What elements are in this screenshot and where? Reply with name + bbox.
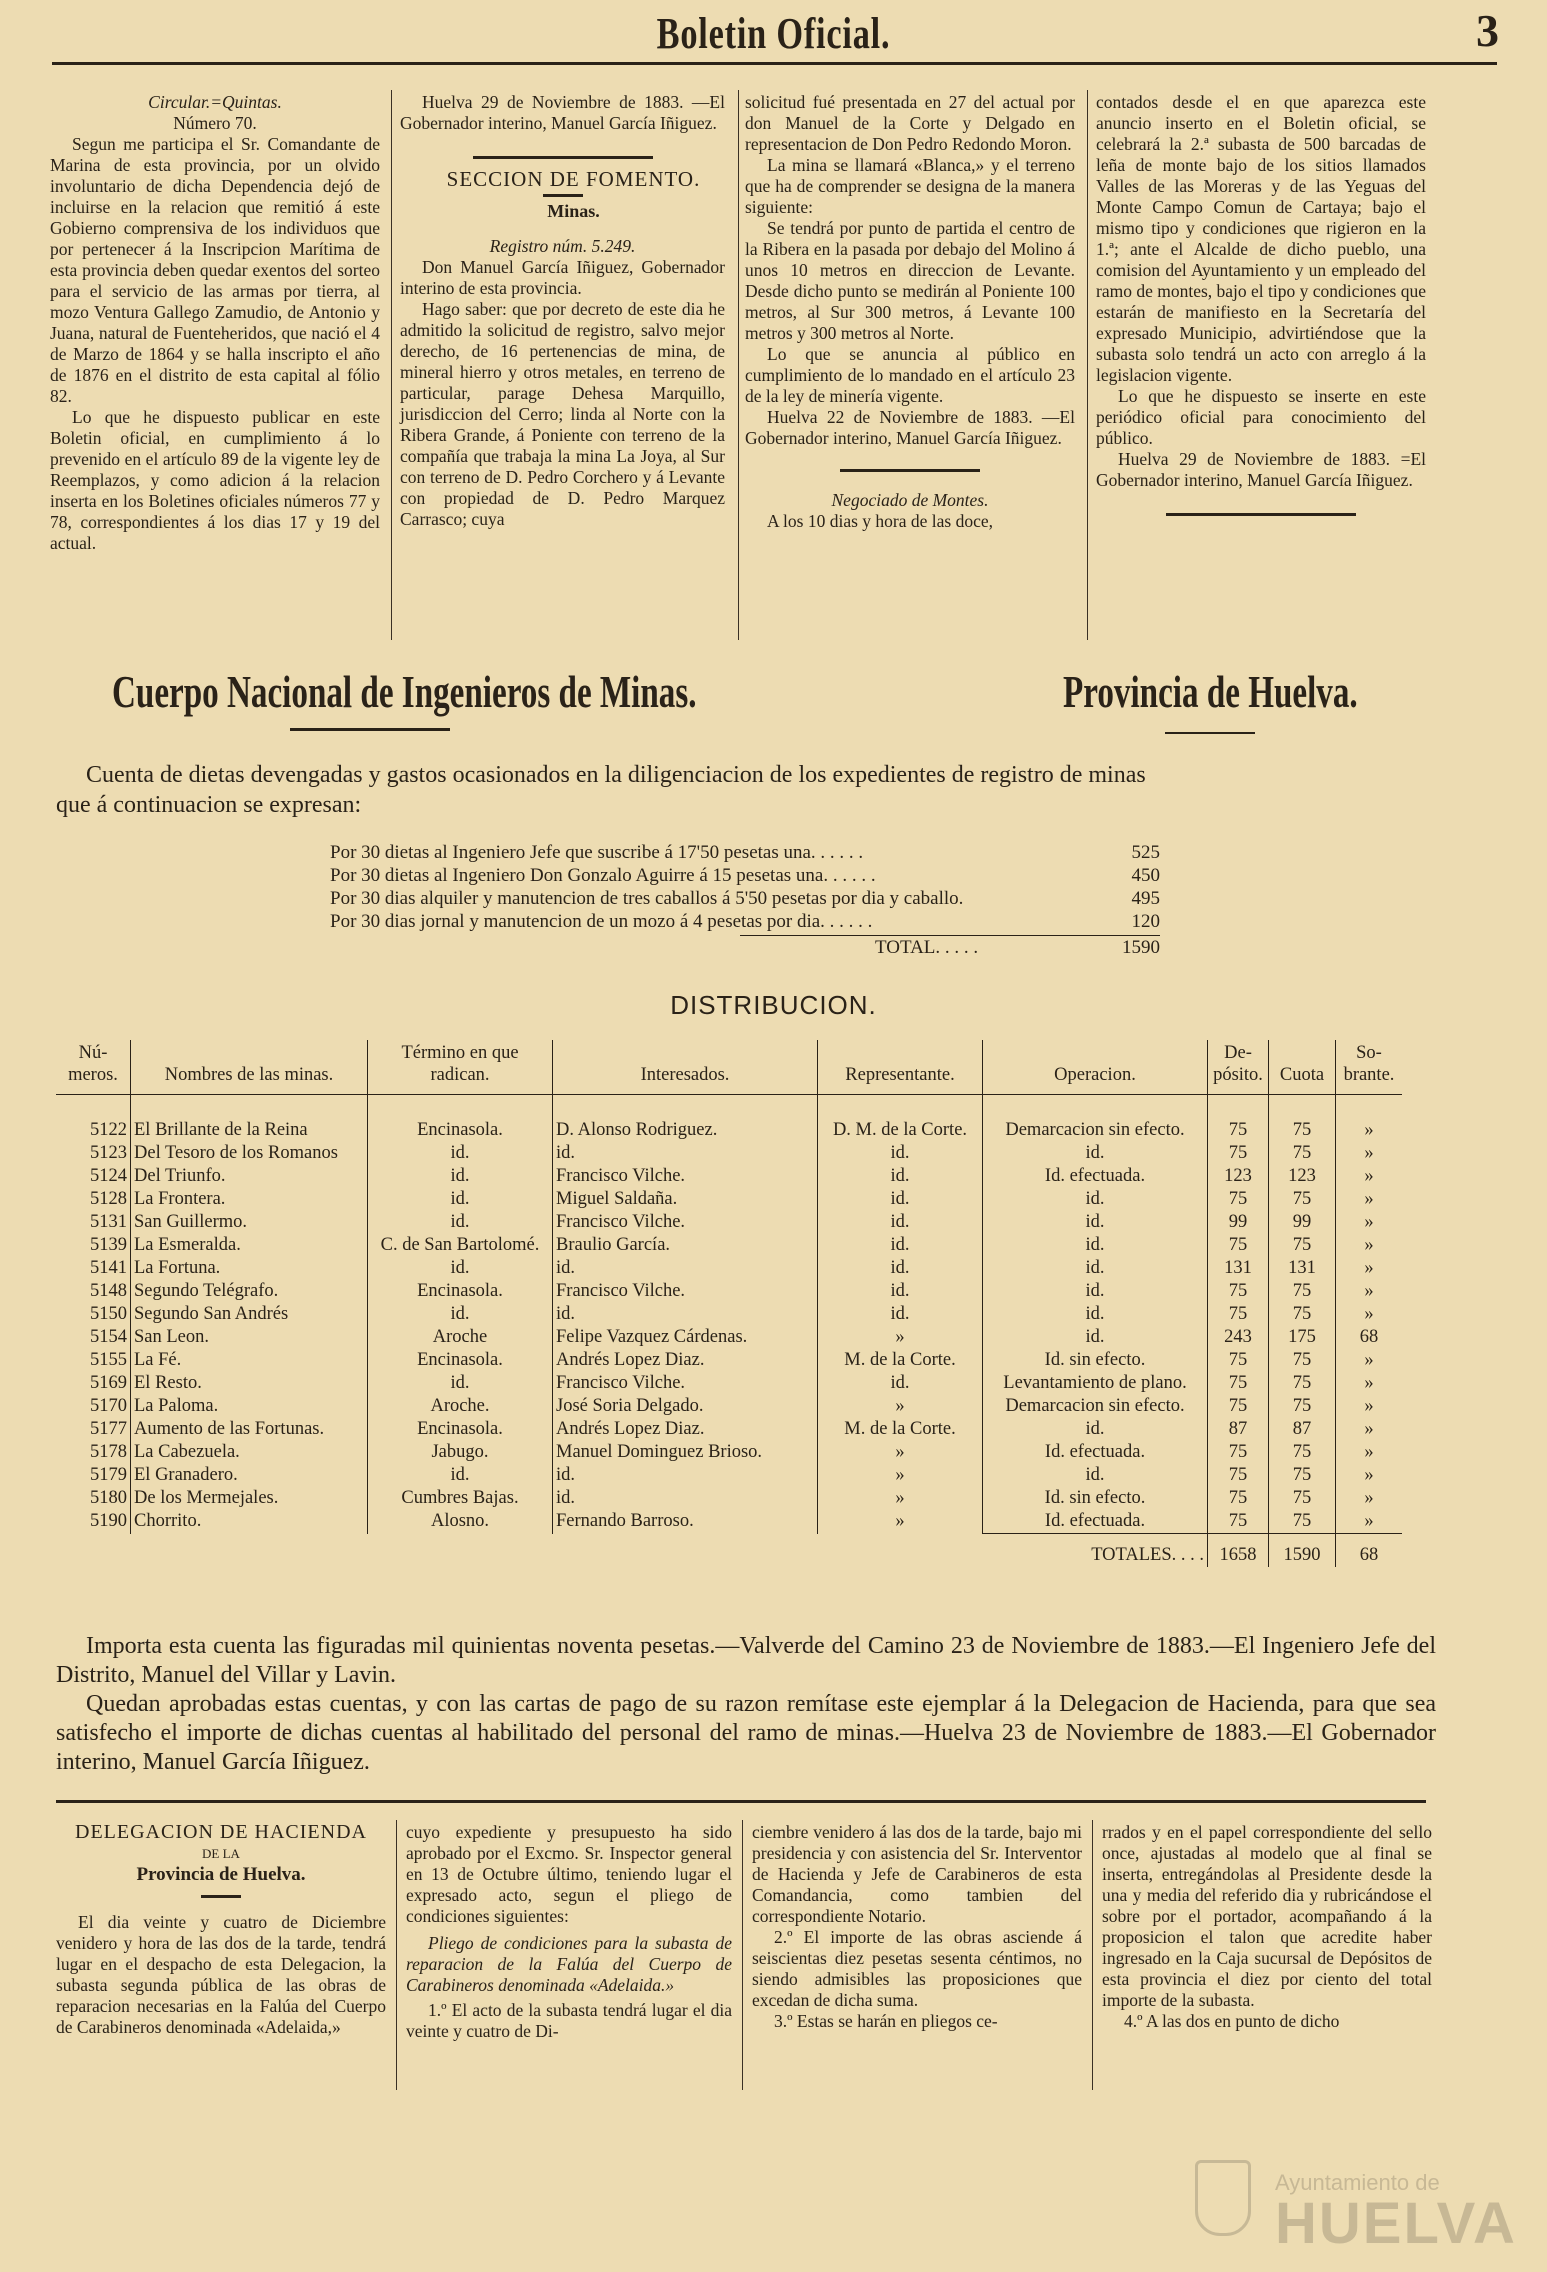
table-cell: »: [1364, 1465, 1374, 1486]
table-cell: San Guillermo.: [131, 1211, 368, 1234]
ornament-rule: [473, 156, 653, 159]
table-row: [56, 1303, 1402, 1326]
table-cell: 5141: [56, 1257, 131, 1280]
table-cell: »: [1364, 1488, 1374, 1509]
table-cell: Aroche.: [368, 1395, 553, 1418]
col-header: Interesados.: [553, 1040, 818, 1095]
col-header: De- pósito.: [1208, 1040, 1269, 1095]
table-cell: El Resto.: [131, 1372, 368, 1395]
table-cell: »: [1364, 1304, 1374, 1325]
table-cell: id.: [818, 1165, 983, 1188]
table-cell: Francisco Vilche.: [553, 1165, 818, 1188]
watermark-text: Ayuntamiento de: [1275, 2170, 1440, 2195]
table-cell: La Esmeralda.: [131, 1234, 368, 1257]
pliego-heading: Pliego de condiciones para la subasta de reparacion de la Falúa del Cuerpo de Carabineros denominada «Adelaida.»: [406, 1933, 732, 1995]
cost-row: [330, 910, 1160, 933]
table-cell: 75: [1208, 1395, 1269, 1418]
circular-number: Número 70.: [173, 113, 257, 133]
cost-row: [330, 841, 1160, 864]
table-cell: id.: [983, 1303, 1208, 1326]
table-cell: id.: [368, 1211, 553, 1234]
bottom-column-4: [1102, 1822, 1432, 2032]
table-row: [56, 1441, 1402, 1464]
intro-line: Cuenta de dietas devengadas y gastos ocasionados en la diligenciacion de los expedientes de registro de minas: [86, 762, 1146, 788]
table-cell: »: [1364, 1166, 1374, 1187]
table-row: [56, 1326, 1402, 1349]
column-1: [50, 92, 380, 554]
table-row: [56, 1395, 1402, 1418]
table-cell: Demarcacion sin efecto.: [983, 1095, 1208, 1143]
mina-paragraph: La mina se llamará «Blanca,» y el terreno que ha de comprender se designa de la manera siguiente:: [745, 155, 1075, 217]
table-cell: id.: [983, 1257, 1208, 1280]
table-cell: 75: [1208, 1487, 1269, 1510]
bottom-column-3: [752, 1822, 1082, 2032]
table-cell: Encinasola.: [368, 1349, 553, 1372]
table-cell: »: [1364, 1143, 1374, 1164]
table-cell: »: [1364, 1511, 1374, 1532]
table-cell: Jabugo.: [368, 1441, 553, 1464]
col-header: Término en que radican.: [368, 1040, 553, 1095]
totals-cell: TOTALES. . . .: [983, 1534, 1208, 1568]
ornament-rule: [290, 728, 450, 731]
column-3: [745, 92, 1075, 532]
table-cell: Manuel Dominguez Brioso.: [553, 1441, 818, 1464]
account-intro: [56, 760, 1436, 820]
table-cell: Segundo San Andrés: [131, 1303, 368, 1326]
table-cell: 123: [1269, 1165, 1336, 1188]
montes-paragraph: contados desde el en que aparezca este anuncio inserto en el Boletin oficial, se celebrará la 2.ª subasta de 500 barcadas de leña de monte bajo de los sitios llamados Valles de las Moreras y de las Yeguas del Monte Campo Comun de Cartaya; bajo el mismo tipo y condiciones que rigieron en la 1.ª; ante el Alcalde de dicho pueblo, una comision del Ayuntamiento y un empleado del ramo de montes, bajo el tipo y condiciones que estarán de manifiesto en la Secretaría del expresado Municipio, advirtiéndose que la subasta solo tendrá un acto con arreglo á la legislacion vigente.: [1096, 92, 1426, 385]
delegacion-heading: DE LA: [202, 1846, 240, 1861]
article: rrados y en el papel correspondiente del sello once, ajustadas al modelo que al final se inserta, entregándolas al Presidente desde la una y media del referido dia y rubricándose el sobre por el portador, acompañando á la proposicion el talon que acredite haber ingresado en la Caja sucursal de Depósitos de esta provincia el diez por ciento del total importe de la subasta.: [1102, 1822, 1432, 2010]
table-cell: Id. sin efecto.: [983, 1349, 1208, 1372]
table-cell: 75: [1269, 1142, 1336, 1165]
cost-amount: 120: [1131, 911, 1160, 932]
table-cell: id.: [983, 1418, 1208, 1441]
montes-paragraph: Huelva 29 de Noviembre de 1883. =El Gobernador interino, Manuel García Iñiguez.: [1096, 449, 1426, 490]
col-header: Cuota: [1269, 1040, 1336, 1095]
table-cell: 131: [1269, 1257, 1336, 1280]
column-divider: [742, 1820, 743, 2090]
table-cell: 5169: [56, 1372, 131, 1395]
table-cell: id.: [983, 1326, 1208, 1349]
cost-total-label: TOTAL. . . . .: [875, 937, 979, 958]
table-cell: La Frontera.: [131, 1188, 368, 1211]
table-cell: id.: [818, 1211, 983, 1234]
table-row: [56, 1372, 1402, 1395]
table-cell: »: [1364, 1281, 1374, 1302]
bottom-column-2: [406, 1822, 732, 2042]
table-cell: Fernando Barroso.: [553, 1510, 818, 1534]
table-cell: Francisco Vilche.: [553, 1280, 818, 1303]
table-cell: Del Triunfo.: [131, 1165, 368, 1188]
table-cell: id.: [983, 1211, 1208, 1234]
table-cell: 175: [1269, 1326, 1336, 1349]
table-cell: 5124: [56, 1165, 131, 1188]
distribution-title: DISTRIBUCION.: [670, 990, 877, 1020]
table-cell: 5170: [56, 1395, 131, 1418]
table-cell: 75: [1269, 1395, 1336, 1418]
table-cell: La Cabezuela.: [131, 1441, 368, 1464]
table-cell: Aumento de las Fortunas.: [131, 1418, 368, 1441]
table-cell: 5190: [56, 1510, 131, 1534]
table-cell: 75: [1269, 1303, 1336, 1326]
totals-cell: 1590: [1269, 1534, 1336, 1568]
table-cell: 75: [1208, 1303, 1269, 1326]
fomento-paragraph: Hago saber: que por decreto de este dia he admitido la solicitud de registro, salvo mejor derecho, de 16 pertenencias de mina, de mineral hierro y otros metales, en terreno de particular, parage Dehesa Marquillo, jurisdiccion del Cerro; linda al Norte con la Ribera Grande, á Poniente con terreno de la compañía que trabaja la mina La Joya, al Sur con terreno de D. Pedro Corchero y á Levante con propiedad de D. Pedro Marquez Carrasco; cuya: [400, 299, 725, 529]
negociado-heading: Negociado de Montes.: [831, 490, 989, 510]
cost-amount: 525: [1131, 842, 1160, 863]
table-cell: id.: [983, 1142, 1208, 1165]
table-cell: 5177: [56, 1418, 131, 1441]
table-cell: Id. sin efecto.: [983, 1487, 1208, 1510]
table-cell: 5148: [56, 1280, 131, 1303]
table-cell: Encinasola.: [368, 1280, 553, 1303]
table-cell: Id. efectuada.: [983, 1165, 1208, 1188]
page-title: Boletin Oficial.: [656, 9, 891, 58]
table-cell: 87: [1269, 1418, 1336, 1441]
table-cell: id.: [818, 1257, 983, 1280]
ornament-rule: [201, 1895, 241, 1898]
header-rule: [52, 62, 1497, 65]
table-cell: 75: [1269, 1464, 1336, 1487]
delegacion-paragraph: cuyo expediente y presupuesto ha sido aprobado por el Excmo. Sr. Inspector general en 13 de Octubre último, teniendo lugar el expresado acto, segun el pliego de condiciones siguientes:: [406, 1822, 732, 1926]
table-cell: »: [1364, 1258, 1374, 1279]
signature: Huelva 29 de Noviembre de 1883. —El Gobernador interino, Manuel García Iñiguez.: [400, 92, 725, 133]
cost-text: Por 30 dietas al Ingeniero Jefe que suscribe á 17'50 pesetas una. . . . . .: [330, 842, 864, 863]
table-cell: 75: [1269, 1487, 1336, 1510]
table-cell: 75: [1208, 1188, 1269, 1211]
table-cell: Del Tesoro de los Romanos: [131, 1142, 368, 1165]
table-row: [56, 1165, 1402, 1188]
table-cell: id.: [553, 1487, 818, 1510]
article: 3.º Estas se harán en pliegos ce-: [774, 2011, 998, 2031]
table-cell: Encinasola.: [368, 1095, 553, 1143]
table-cell: »: [1364, 1189, 1374, 1210]
table-cell: La Fé.: [131, 1349, 368, 1372]
table-cell: De los Mermejales.: [131, 1487, 368, 1510]
table-cell: 75: [1208, 1372, 1269, 1395]
table-cell: id.: [553, 1257, 818, 1280]
table-cell: D. Alonso Rodriguez.: [553, 1095, 818, 1143]
totals-cell: 68: [1336, 1534, 1403, 1568]
col-header: Nú- meros.: [56, 1040, 131, 1095]
montes-paragraph: Lo que he dispuesto se inserte en este periódico oficial para conocimiento del público.: [1096, 386, 1426, 448]
table-row: [56, 1142, 1402, 1165]
delegacion-paragraph: El dia veinte y cuatro de Diciembre venidero y hora de las dos de la tarde, tendrá lugar en el despacho de esta Delegacion, la subasta segunda pública de las obras de reparacion necesarias en la Falúa del Cuerpo de Carabineros denominada «Adelaida,»: [56, 1912, 386, 2037]
column-divider: [738, 90, 739, 640]
table-cell: Francisco Vilche.: [553, 1211, 818, 1234]
cost-text: Por 30 dias jornal y manutencion de un mozo á 4 pesetas por dia. . . . . .: [330, 911, 873, 932]
section-heading: SECCION DE FOMENTO.: [446, 167, 701, 191]
spacer-cell: [56, 1534, 983, 1568]
closing-text: [56, 1632, 1436, 1777]
table-cell: id.: [983, 1188, 1208, 1211]
cost-list: [330, 841, 1160, 959]
table-cell: 5122: [56, 1095, 131, 1143]
table-cell: »: [818, 1464, 983, 1487]
table-cell: Id. efectuada.: [983, 1441, 1208, 1464]
table-cell: 99: [1208, 1211, 1269, 1234]
table-cell: id.: [368, 1188, 553, 1211]
table-cell: Demarcacion sin efecto.: [983, 1395, 1208, 1418]
table-cell: 5128: [56, 1188, 131, 1211]
table-cell: id.: [553, 1303, 818, 1326]
table-cell: id.: [368, 1165, 553, 1188]
distribution-table: [56, 1040, 1402, 1567]
table-cell: id.: [818, 1303, 983, 1326]
mina-paragraph: Se tendrá por punto de partida el centro de la Ribera en la pasada por debajo del Molino á unos 10 metros en direccion de Levante. Desde dicho punto se medirán al Poniente 100 metros, al Sur 300 metros, á Levante 100 metros y 300 metros al Norte.: [745, 218, 1075, 343]
table-row: [56, 1280, 1402, 1303]
table-cell: D. M. de la Corte.: [818, 1095, 983, 1143]
table-cell: »: [1364, 1373, 1374, 1394]
table-cell: 5123: [56, 1142, 131, 1165]
table-cell: id.: [983, 1464, 1208, 1487]
table-cell: 75: [1208, 1464, 1269, 1487]
table-cell: »: [818, 1487, 983, 1510]
totals-cell: 1658: [1208, 1534, 1269, 1568]
table-cell: 5180: [56, 1487, 131, 1510]
table-header: [56, 1040, 1402, 1095]
table-cell: 75: [1269, 1095, 1336, 1143]
fomento-paragraph: Don Manuel García Iñiguez, Gobernador interino de esta provincia.: [400, 257, 725, 298]
page-number: 3: [1476, 5, 1499, 56]
bottom-column-1: [56, 1822, 386, 2038]
table-cell: »: [1364, 1235, 1374, 1256]
totals-row: [56, 1534, 1402, 1568]
delegacion-heading: DELEGACION DE HACIENDA: [75, 1821, 367, 1843]
col-header: Operacion.: [983, 1040, 1208, 1095]
cost-amount: 495: [1131, 888, 1160, 909]
col-header: Representante.: [818, 1040, 983, 1095]
subsection-heading: Minas.: [547, 201, 600, 221]
intro-line: que á continuacion se expresan:: [56, 792, 362, 818]
table-cell: id.: [818, 1280, 983, 1303]
article: 4.º A las dos en punto de dicho: [1124, 2011, 1340, 2031]
registro-number: Registro núm. 5.249.: [489, 236, 636, 256]
table-cell: Felipe Vazquez Cárdenas.: [553, 1326, 818, 1349]
table-cell: 243: [1208, 1326, 1269, 1349]
table-cell: 99: [1269, 1211, 1336, 1234]
table-cell: Id. efectuada.: [983, 1510, 1208, 1534]
section-rule: [56, 1800, 1426, 1803]
table-cell: »: [818, 1510, 983, 1534]
montes-paragraph: A los 10 dias y hora de las doce,: [767, 511, 993, 531]
table-cell: id.: [368, 1257, 553, 1280]
table-cell: 75: [1208, 1234, 1269, 1257]
ornament-rule: [1166, 513, 1356, 516]
table-cell: Andrés Lopez Diaz.: [553, 1349, 818, 1372]
table-cell: Francisco Vilche.: [553, 1372, 818, 1395]
table-cell: 5139: [56, 1234, 131, 1257]
closing-paragraph: Quedan aprobadas estas cuentas, y con las cartas de pago de su razon remítase este ejemplar á la Delegacion de Hacienda, para que sea satisfecho el importe de dichas cuentas al habilitado del personal del ramo de minas.—Huelva 23 de Noviembre de 1883.—El Gobernador interino, Manuel García Iñiguez.: [56, 1691, 1436, 1775]
table-row: [56, 1095, 1402, 1143]
table-cell: Levantamiento de plano.: [983, 1372, 1208, 1395]
cost-total-row: [330, 936, 1160, 959]
cost-amount: 450: [1131, 865, 1160, 886]
table-row: [56, 1510, 1402, 1534]
crest-icon: [1195, 2160, 1251, 2236]
table-cell: 131: [1208, 1257, 1269, 1280]
table-cell: 75: [1208, 1280, 1269, 1303]
table-cell: La Paloma.: [131, 1395, 368, 1418]
article: 1.º El acto de la subasta tendrá lugar el dia veinte y cuatro de Di-: [406, 2000, 732, 2041]
table-cell: id.: [818, 1372, 983, 1395]
table-cell: 75: [1269, 1349, 1336, 1372]
table-cell: 75: [1208, 1441, 1269, 1464]
table-cell: »: [1364, 1442, 1374, 1463]
column-divider: [1092, 1820, 1093, 2090]
table-row: [56, 1257, 1402, 1280]
table-cell: »: [1364, 1350, 1374, 1371]
table-row: [56, 1418, 1402, 1441]
table-cell: id.: [818, 1234, 983, 1257]
table-cell: »: [1364, 1120, 1374, 1141]
table-row: [56, 1188, 1402, 1211]
mina-paragraph: solicitud fué presentada en 27 del actual por don Manuel de la Corte y Delgado en representacion de Don Pedro Redondo Moron.: [745, 92, 1075, 154]
table-cell: El Granadero.: [131, 1464, 368, 1487]
table-cell: José Soria Delgado.: [553, 1395, 818, 1418]
table-cell: id.: [368, 1303, 553, 1326]
table-cell: »: [1364, 1419, 1374, 1440]
mina-paragraph: Lo que se anuncia al público en cumplimiento de lo mandado en el artículo 23 de la ley de minería vigente.: [745, 344, 1075, 406]
table-cell: id.: [983, 1234, 1208, 1257]
circular-heading: Circular.=Quintas.: [148, 92, 282, 112]
table-cell: 5131: [56, 1211, 131, 1234]
table-cell: M. de la Corte.: [818, 1418, 983, 1441]
column-divider: [396, 1820, 397, 2090]
mina-paragraph: Huelva 22 de Noviembre de 1883. —El Gobernador interino, Manuel García Iñiguez.: [745, 407, 1075, 448]
cost-row: [330, 864, 1160, 887]
table-cell: 5178: [56, 1441, 131, 1464]
column-divider: [1087, 90, 1088, 640]
table-cell: id.: [553, 1142, 818, 1165]
cost-row: [330, 887, 1160, 910]
cost-text: Por 30 dias alquiler y manutencion de tres caballos á 5'50 pesetas por dia y caballo.: [330, 888, 964, 909]
table-row: [56, 1211, 1402, 1234]
table-cell: Chorrito.: [131, 1510, 368, 1534]
table-cell: M. de la Corte.: [818, 1349, 983, 1372]
table-cell: Alosno.: [368, 1510, 553, 1534]
table-cell: San Leon.: [131, 1326, 368, 1349]
table-cell: 75: [1269, 1372, 1336, 1395]
table-cell: »: [818, 1441, 983, 1464]
table-cell: Cumbres Bajas.: [368, 1487, 553, 1510]
table-cell: »: [818, 1395, 983, 1418]
table-cell: 75: [1269, 1234, 1336, 1257]
table-cell: »: [1364, 1212, 1374, 1233]
table-cell: El Brillante de la Reina: [131, 1095, 368, 1143]
table-cell: Encinasola.: [368, 1418, 553, 1441]
table-cell: 5155: [56, 1349, 131, 1372]
table-cell: La Fortuna.: [131, 1257, 368, 1280]
table-cell: 75: [1269, 1510, 1336, 1534]
table-cell: 75: [1269, 1280, 1336, 1303]
table-cell: 75: [1208, 1142, 1269, 1165]
column-2: [400, 92, 725, 530]
ornament-rule: [840, 469, 980, 472]
table-cell: id.: [553, 1464, 818, 1487]
cost-text: Por 30 dietas al Ingeniero Don Gonzalo Aguirre á 15 pesetas una. . . . . .: [330, 865, 876, 886]
ornament-rule: [543, 194, 583, 197]
table-cell: 123: [1208, 1165, 1269, 1188]
circular-paragraph: Lo que he dispuesto publicar en este Boletin oficial, en cumplimiento á lo prevenido en el artículo 89 de la vigente ley de Reemplazos, y como adicion á la relacion inserta en los Boletines oficiales números 77 y 78, correspondientes á los dias 17 y 19 del actual.: [50, 407, 380, 553]
column-4: [1096, 92, 1426, 526]
table-cell: id.: [818, 1188, 983, 1211]
col-header: So- brante.: [1336, 1040, 1403, 1095]
table-cell: 5154: [56, 1326, 131, 1349]
table-cell: 75: [1208, 1095, 1269, 1143]
closing-paragraph: Importa esta cuenta las figuradas mil quinientas noventa pesetas.—Valverde del Camino 23 de Noviembre de 1883.—El Ingeniero Jefe del Distrito, Manuel del Villar y Lavin.: [56, 1633, 1436, 1688]
table-cell: Miguel Saldaña.: [553, 1188, 818, 1211]
delegacion-heading: Provincia de Huelva.: [136, 1864, 306, 1885]
table-cell: C. de San Bartolomé.: [368, 1234, 553, 1257]
table-cell: id.: [983, 1280, 1208, 1303]
heading-provincia: Provincia de Huelva.: [1063, 666, 1358, 717]
table-cell: Braulio García.: [553, 1234, 818, 1257]
table-cell: id.: [368, 1464, 553, 1487]
table-cell: »: [818, 1326, 983, 1349]
table-cell: 5179: [56, 1464, 131, 1487]
article: 2.º El importe de las obras asciende á seiscientas diez pesetas sesenta céntimos, no siendo admisibles las proposiciones que excedan de dicha suma.: [752, 1927, 1082, 2010]
table-cell: 75: [1269, 1188, 1336, 1211]
table-cell: Segundo Telégrafo.: [131, 1280, 368, 1303]
table-cell: 75: [1208, 1510, 1269, 1534]
cost-total-amount: 1590: [1122, 937, 1160, 958]
table-cell: 75: [1269, 1441, 1336, 1464]
table-cell: Aroche: [368, 1326, 553, 1349]
table-cell: id.: [818, 1142, 983, 1165]
table-cell: 68: [1359, 1327, 1379, 1348]
table-cell: 87: [1208, 1418, 1269, 1441]
watermark-text: HUELVA: [1275, 2191, 1517, 2256]
circular-paragraph: Segun me participa el Sr. Comandante de Marina de esta provincia, por un olvido involuntario de dicha Dependencia dejó de incluirse en la relacion que remitió á este Gobierno comprensiva de los individuos que por pertenecer á la Inscripcion Marítima de esta provincia deben quedar exentos del sorteo para el servicio de las armas por tierra, al mozo Ventura Gallego Zamudio, de Antonio y Juana, natural de Fuenteheridos, que nació el 4 de Marzo de 1864 y se halla inscripto el año de 1876 en el distrito de esta capital al fólio 82.: [50, 134, 380, 406]
heading-cuerpo-minas: Cuerpo Nacional de Ingenieros de Minas.: [112, 666, 697, 717]
table-cell: id.: [368, 1372, 553, 1395]
column-divider: [391, 90, 392, 640]
table-row: [56, 1464, 1402, 1487]
table-row: [56, 1349, 1402, 1372]
ornament-rule: [1165, 732, 1255, 734]
table-cell: »: [1364, 1396, 1374, 1417]
table-cell: 5150: [56, 1303, 131, 1326]
table-row: [56, 1487, 1402, 1510]
table-cell: 75: [1208, 1349, 1269, 1372]
col-header: Nombres de las minas.: [131, 1040, 368, 1095]
table-cell: id.: [368, 1142, 553, 1165]
article: ciembre venidero á las dos de la tarde, bajo mi presidencia y con asistencia del Sr. Interventor de Hacienda y Jefe de Carabineros de esta Comandancia, como tambien del correspondiente Notario.: [752, 1822, 1082, 1926]
table-row: [56, 1234, 1402, 1257]
table-cell: Andrés Lopez Diaz.: [553, 1418, 818, 1441]
